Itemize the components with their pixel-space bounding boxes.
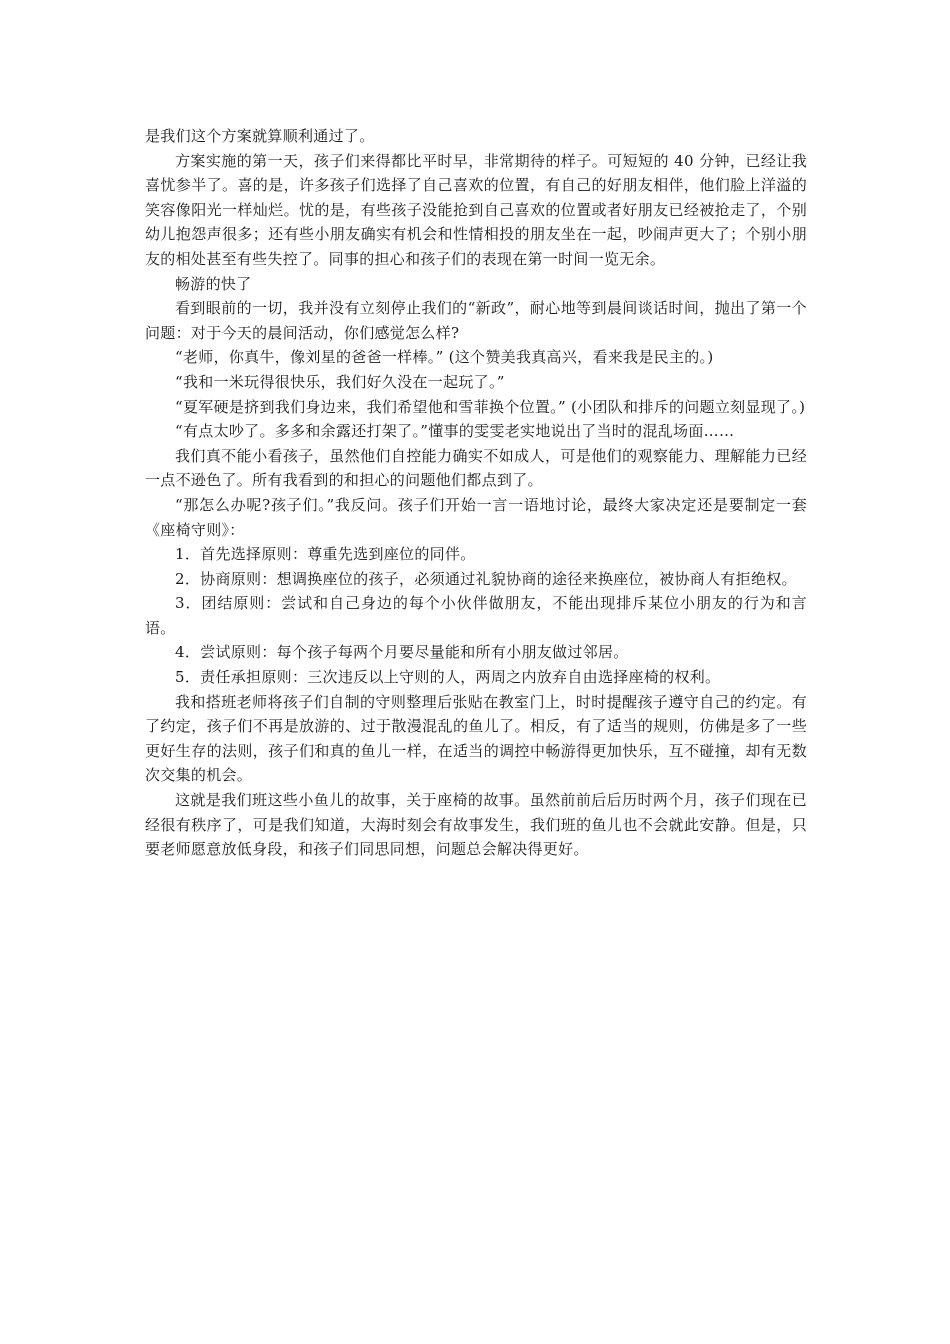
- rule-3: 3．团结原则：尝试和自己身边的每个小伙伴做朋友，不能出现排斥某位小朋友的行为和言语。: [145, 594, 807, 637]
- paragraph-9: 我们真不能小看孩子，虽然他们自控能力确实不如成人，可是他们的观察能力、理解能力已经一点不逊色了。所有我看到的和担心的问题他们都点到了。: [145, 446, 807, 490]
- rule-2: 2．协商原则：想调换座位的孩子，必须通过礼貌协商的途径来换座位，被协商人有拒绝权。: [175, 569, 797, 588]
- paragraph-17: 这就是我们班这些小鱼儿的故事，关于座椅的故事。虽然前前后后历时两个月，孩子们现在已经很有秩序了，可是我们知道，大海时刻会有故事发生，我们班的鱼儿也不会就此安静。但是，只要老师愿意放低身段，和孩子们同思同想，问题总会解决得更好。: [145, 791, 807, 859]
- paragraph-10: “那怎么办呢?孩子们。”我反问。孩子们开始一言一语地讨论，最终大家决定还是要制定一套《座椅守则》：: [145, 495, 807, 539]
- document-body: [145, 124, 807, 862]
- quote-4: “有点太吵了。多多和余露还打架了。”懂事的雯雯老实地说出了当时的混乱场面……: [175, 422, 735, 441]
- paragraph-1: 是我们这个方案就算顺利通过了。: [145, 127, 375, 145]
- section-heading: 畅游的快了: [175, 274, 252, 293]
- quote-1: “老师，你真牛，像刘星的爸爸一样棒。” (这个赞美我真高兴，看来我是民主的。): [175, 348, 714, 367]
- paragraph-4: 看到眼前的一切，我并没有立刻停止我们的“新政”，耐心地等到晨间谈话时间，抛出了第一个问题：对于今天的晨间活动，你们感觉怎么样?: [145, 299, 807, 342]
- rule-5: 5．责任承担原则：三次违反以上守则的人，两周之内放弃自由选择座椅的权利。: [175, 668, 721, 687]
- quote-3: “夏军硬是挤到我们身边来，我们希望他和雪菲换个位置。” (小团队和排斥的问题立刻显现了。): [175, 397, 806, 416]
- rule-1: 1．首先选择原则：尊重先选到座位的同伴。: [175, 545, 476, 564]
- rule-4: 4．尝试原则：每个孩子每两个月要尽量能和所有小朋友做过邻居。: [175, 643, 629, 662]
- quote-2: “我和一米玩得很快乐，我们好久没在一起玩了。”: [175, 372, 505, 391]
- paragraph-2: 方案实施的第一天，孩子们来得都比平时早，非常期待的样子。可短短的 40 分钟，已经让我喜忧参半了。喜的是，许多孩子们选择了自己喜欢的位置，有自己的好朋友相伴，他们脸上洋溢的笑容像阳光一样灿烂。忧的是，有些孩子没能抢到自己喜欢的位置或者好朋友已经被抢走了，个别幼儿抱怨声很多；还有些小朋友确实有机会和性情相投的朋友坐在一起，吵闹声更大了；个别小朋友的相处甚至有些失控了。同事的担心和孩子们的表现在第一时间一览无余。: [145, 151, 807, 268]
- paragraph-16: 我和搭班老师将孩子们自制的守则整理后张贴在教室门上，时时提醒孩子遵守自己的约定。有了约定，孩子们不再是放游的、过于散漫混乱的鱼儿了。相反，有了适当的规则，仿佛是多了一些更好生存的法则，孩子们和真的鱼儿一样，在适当的调控中畅游得更加快乐，互不碰撞，却有无数次交集的机会。: [145, 692, 807, 785]
